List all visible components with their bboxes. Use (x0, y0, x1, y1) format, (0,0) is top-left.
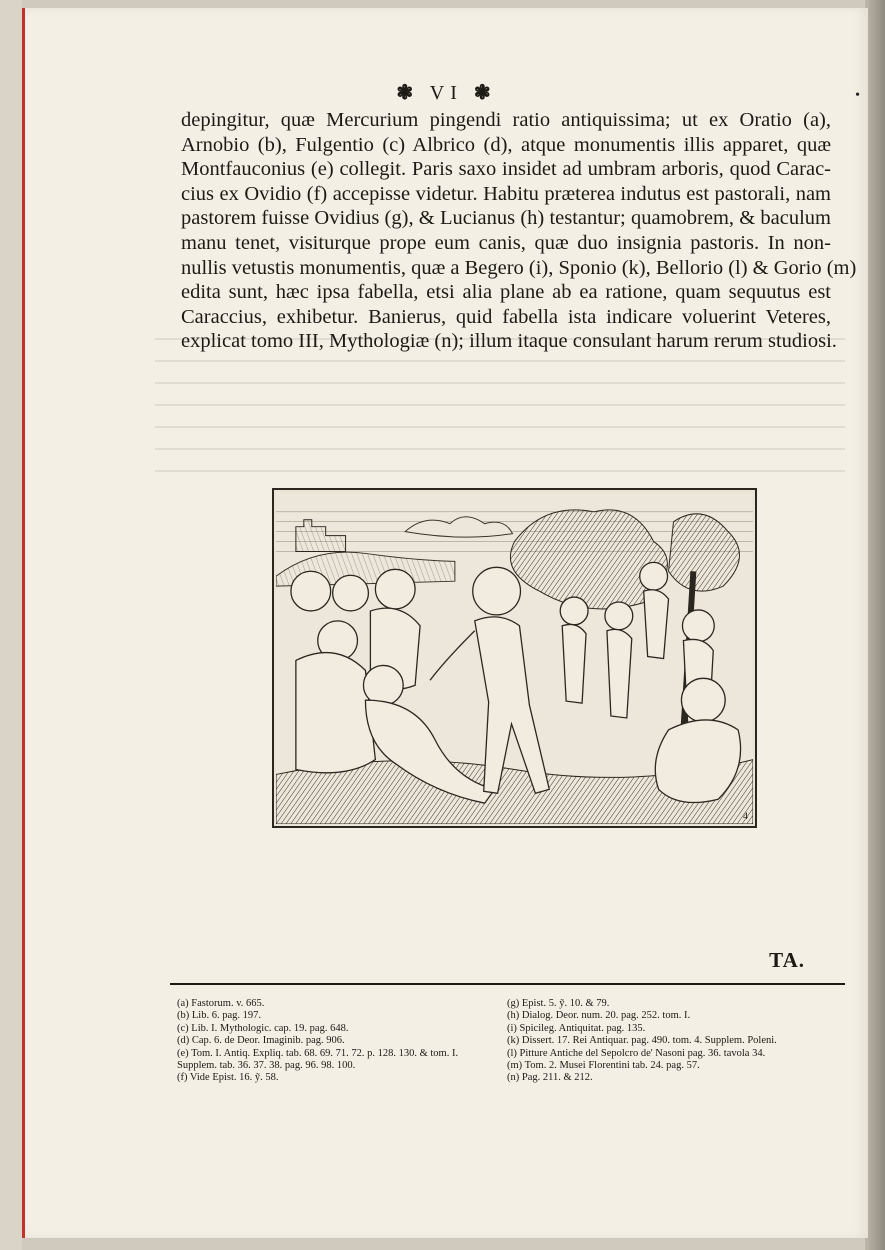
body-line: pastorem fuisse Ovidius (g), & Lucianus (h) testantur; quamobrem, & baculum (181, 207, 831, 230)
footnote: (e) Tom. I. Antiq. Expliq. tab. 68. 69. 71. 72. p. 128. 130. & tom. I. (177, 1047, 459, 1059)
plate-number: 4 (743, 811, 749, 823)
body-line: Caraccius, exhibetur. Banierus, quid fabella ista indicare voluerint Veteres, (181, 305, 831, 328)
body-line: depingitur, quæ Mercurium pingendi ratio antiquissima; ut ex Oratio (a), (181, 109, 831, 131)
catchword: TA. (769, 948, 805, 972)
body-line: Montfauconius (e) collegit. Paris saxo insidet ad umbram arboris, quod Carac- (181, 158, 831, 181)
footnote: (f) Vide Epist. 16. ỹ. 58. (177, 1072, 279, 1084)
body-line: nullis vetustis monumentis, quæ a Begero (i), Sponio (k), Bellorio (l) & Gorio (m) (181, 256, 857, 279)
page-numeral: VI (429, 82, 463, 104)
scan-background-left (0, 0, 22, 1250)
footnote: (i) Spicileg. Antiquitat. pag. 135. (507, 1022, 646, 1034)
footnote: (l) Pitture Antiche del Sepolcro de' Nasoni pag. 36. tavola 34. (507, 1047, 766, 1059)
body-line: cius ex Ovidio (f) accepisse videtur. Habitu præterea indutus est pastorali, nam (181, 182, 831, 205)
footnote-rule (170, 983, 845, 985)
putti-engraving-illustration (276, 492, 753, 824)
footnotes-right-column (507, 998, 857, 1085)
footnote: (h) Dialog. Deor. num. 20. pag. 252. tom. I. (507, 1010, 691, 1022)
footnote-continuation: Supplem. tab. 36. 37. 38. pag. 96. 98. 100. (177, 1060, 356, 1072)
body-line: edita sunt, hæc ipsa fabella, etsi alia plane ab ea ratione, quam sequutus est (181, 281, 831, 304)
ornament-right-icon: ❃ (473, 82, 497, 104)
book-page (22, 8, 868, 1238)
corner-mark: • (855, 88, 860, 103)
footnote: (b) Lib. 6. pag. 197. (177, 1010, 261, 1022)
scan-background-right (865, 0, 885, 1250)
footnotes-left-column (177, 998, 517, 1085)
body-paragraph (181, 108, 857, 354)
footnote: (c) Lib. I. Mythologic. cap. 19. pag. 648. (177, 1022, 349, 1034)
body-line: explicat tomo III, Mythologiæ (n); illum itaque consulant harum rerum studiosi. (181, 330, 837, 353)
footnote: (d) Cap. 6. de Deor. Imaginib. pag. 906. (177, 1035, 345, 1047)
footnote: (k) Dissert. 17. Rei Antiquar. pag. 490. tom. 4. Supplem. Poleni. (507, 1035, 777, 1047)
footnote: (m) Tom. 2. Musei Florentini tab. 24. pag. 57. (507, 1060, 700, 1072)
body-line: manu tenet, visiturque prope eum canis, quæ duo insignia pastoris. In non- (181, 231, 831, 254)
ornament-left-icon: ❃ (396, 82, 420, 104)
footnote: (a) Fastorum. v. 665. (177, 998, 265, 1009)
footnote: (g) Epist. 5. ỹ. 10. & 79. (507, 998, 610, 1009)
engraving-plate (272, 488, 757, 828)
footnote: (n) Pag. 211. & 212. (507, 1072, 593, 1084)
running-head (25, 80, 868, 105)
body-line: Arnobio (b), Fulgentio (c) Albrico (d), atque monumentis illis apparet, quæ (181, 133, 831, 156)
show-through-text (155, 338, 845, 488)
